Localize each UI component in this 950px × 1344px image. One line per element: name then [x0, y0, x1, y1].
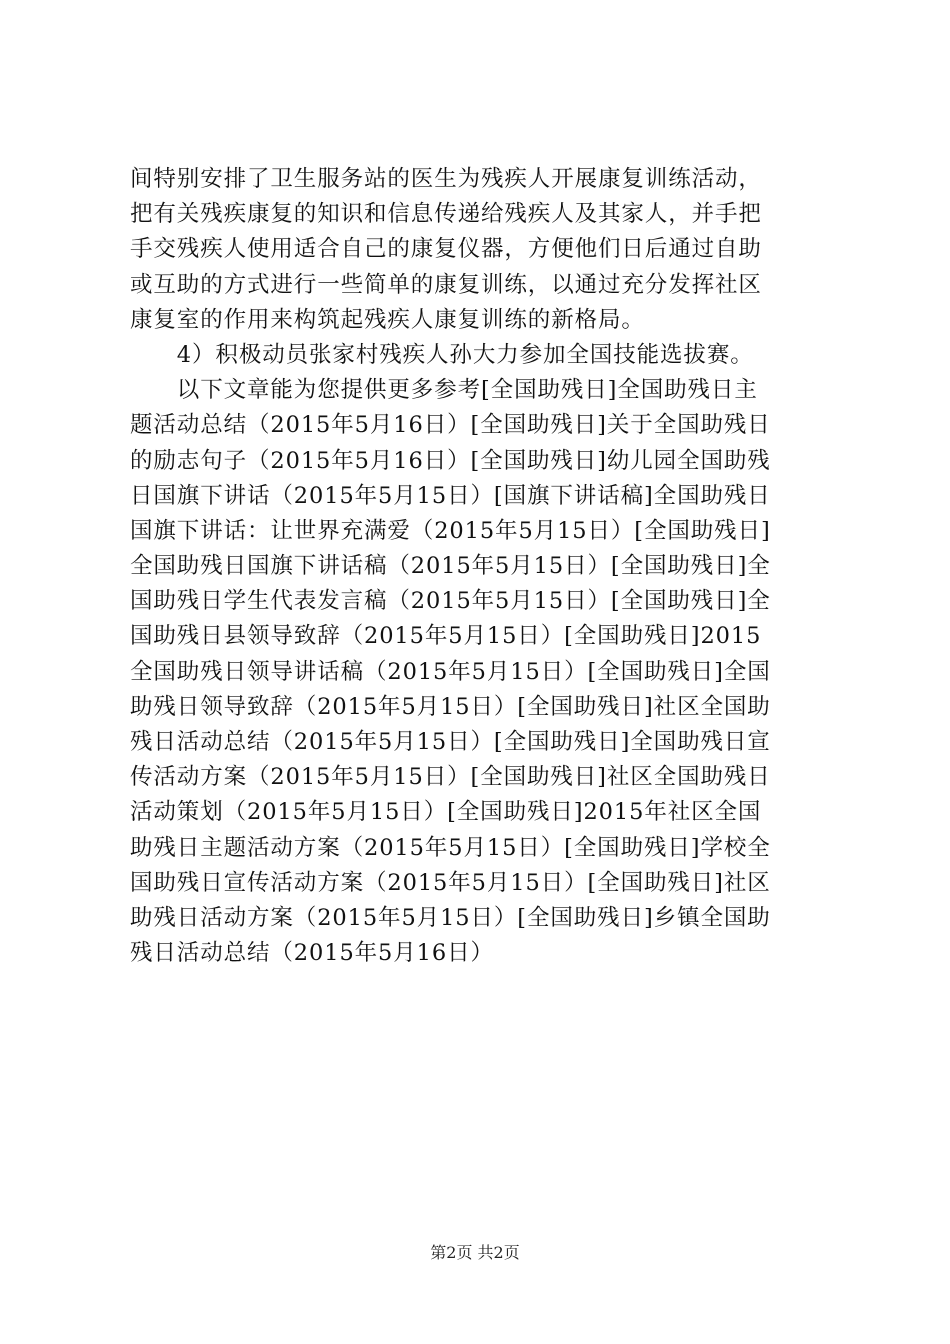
- text-line: 的励志句子（2015年5月16日）[全国助残日]幼儿园全国助残: [130, 447, 771, 474]
- document-body: [130, 162, 830, 971]
- text-line: 全国助残日领导讲话稿（2015年5月15日）[全国助残日]全国: [130, 658, 771, 685]
- text-line: 传活动方案（2015年5月15日）[全国助残日]社区全国助残日: [130, 764, 771, 791]
- text-line: 国助残日宣传活动方案（2015年5月15日）[全国助残日]社区: [130, 869, 771, 896]
- text-line: 把有关残疾康复的知识和信息传递给残疾人及其家人，并手把: [130, 201, 762, 228]
- page-footer: [0, 1242, 950, 1264]
- text-line: 助残日活动方案（2015年5月15日）[全国助残日]乡镇全国助: [130, 904, 771, 931]
- text-line: 康复室的作用来构筑起残疾人康复训练的新格局。: [130, 306, 645, 333]
- text-line: 全国助残日国旗下讲话稿（2015年5月15日）[全国助残日]全: [130, 553, 771, 580]
- text-line: 残日活动总结（2015年5月15日）[全国助残日]全国助残日宣: [130, 729, 771, 755]
- text-line: 以下文章能为您提供更多参考[全国助残日]全国助残日主: [130, 377, 758, 404]
- page-number-label: 第2页 共2页: [430, 1243, 520, 1262]
- text-line: 助残日领导致辞（2015年5月15日）[全国助残日]社区全国助: [130, 693, 771, 720]
- text-line: 活动策划（2015年5月15日）[全国助残日]2015年社区全国: [130, 799, 762, 826]
- text-line: 手交残疾人使用适合自己的康复仪器，方便他们日后通过自助: [130, 236, 762, 263]
- text-line: 4）积极动员张家村残疾人孙大力参加全国技能选拔赛。: [130, 341, 754, 368]
- text-line: 间特别安排了卫生服务站的医生为残疾人开展康复训练活动，: [130, 166, 762, 192]
- text-line: 国助残日学生代表发言稿（2015年5月15日）[全国助残日]全: [130, 588, 771, 615]
- text-line: 助残日主题活动方案（2015年5月15日）[全国助残日]学校全: [130, 834, 771, 861]
- text-line: 日国旗下讲话（2015年5月15日）[国旗下讲话稿]全国助残日: [130, 482, 771, 509]
- text-line: 国旗下讲话：让世界充满爱（2015年5月15日）[全国助残日]: [130, 517, 771, 544]
- text-line: 或互助的方式进行一些简单的康复训练，以通过充分发挥社区: [130, 271, 762, 298]
- text-line: 国助残日县领导致辞（2015年5月15日）[全国助残日]2015: [130, 623, 762, 650]
- text-line: 题活动总结（2015年5月16日）[全国助残日]关于全国助残日: [130, 412, 771, 439]
- text-line: 残日活动总结（2015年5月16日）: [130, 940, 494, 967]
